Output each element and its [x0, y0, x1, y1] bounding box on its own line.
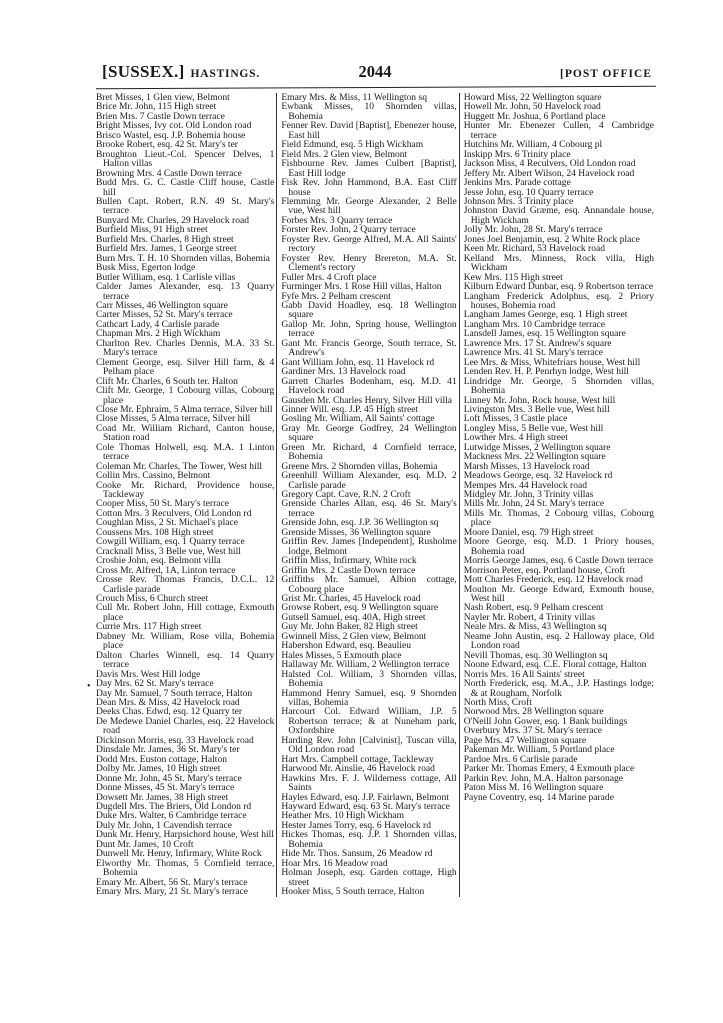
directory-columns: [87, 92, 654, 898]
directory-entry: Griffin Miss, Infirmary, White rock: [281, 555, 417, 567]
directory-entry: Furminger Mrs. 1 Rose Hill villas, Halton: [281, 281, 442, 293]
directory-entry: Brisco Wastel, esq. J.P. Bohemia house: [96, 129, 246, 141]
directory-entry: Growse Robert, esq. 9 Wellington square: [281, 602, 439, 614]
directory-entry: Collin Mrs. Cassino, Belmont: [96, 470, 211, 482]
directory-entry: Hayward Edward, esq. 63 St. Mary's terrace: [281, 800, 450, 812]
directory-entry: Hickes Thomas, esq. J.P. 1 Shornden villas, Bohemia: [281, 829, 457, 850]
directory-entry: Kew Mrs. 115 High street: [463, 271, 563, 283]
directory-entry: Greene Mrs. 2 Shornden villas, Bohemia: [281, 460, 438, 472]
directory-entry: Mott Charles Frederick, esq. 12 Havelock road: [463, 574, 643, 586]
directory-entry: Hales Misses, 5 Exmouth place: [281, 649, 402, 661]
directory-entry: Day Mr. Samuel, 7 South terrace, Halton: [96, 687, 253, 699]
directory-entry: Dean Mrs. & Miss, 42 Havelock road: [96, 697, 240, 708]
directory-entry: Foyster Rev. George Alfred, M.A. All Saints' rectory: [281, 233, 457, 255]
directory-entry: Moore Daniel, esq. 79 High street: [463, 526, 594, 538]
directory-entry: Forster Rev. John, 2 Quarry terrace: [281, 224, 416, 236]
directory-entry: Habershon Edward, esq. Beaulieu: [281, 640, 411, 652]
directory-entry: Burfield Miss, 91 High street: [96, 224, 208, 236]
directory-entry: Noone Edward, esq. C.E. Floral cottage, Halton: [463, 659, 647, 671]
column-1: [96, 93, 276, 897]
directory-entry: Meadows George, esq. 32 Havelock rd: [463, 470, 613, 482]
directory-entry: Grenside Charles Allan, esq. 46 St. Mary's terrace: [281, 498, 457, 519]
directory-entry: Greenhill William Alexander, esq. M.D. 2 Carlisle parade: [281, 470, 457, 491]
directory-entry: Broughton Lieut.-Col. Spencer Delves, 1 Halton villas: [96, 148, 275, 170]
directory-entry: Griffin Mrs. 2 Castle Down terrace: [281, 564, 416, 576]
directory-entry: Heather Mrs. 10 High Wickham: [281, 810, 405, 822]
directory-entry: Duke Mrs. Walter, 6 Cambridge terrace: [96, 810, 247, 822]
directory-entry: Gwinnell Miss, 2 Glen view, Belmont: [281, 630, 427, 642]
directory-entry: Brien Mrs. 7 Castle Down terrace: [96, 110, 225, 122]
directory-entry: Field Edmund, esq. 5 High Wickham: [281, 139, 424, 151]
directory-entry: Cross Mr. Alfred, 1A, Linton terrace: [96, 564, 236, 576]
directory-entry: Pakeman Mr. William, 5 Portland place: [463, 744, 615, 756]
directory-entry: Green Mr. Richard, 4 Cornfield terrace, Bohemia: [281, 441, 457, 463]
directory-entry: Gallop Mr. John, Spring house, Wellington terrace: [281, 318, 457, 340]
directory-entry: Longley Miss, 5 Belle vue, West hill: [463, 422, 604, 434]
directory-entry: Close Mr. Ephraim, 5 Alma terrace, Silver hill: [96, 403, 273, 415]
directory-entry: Cooper Miss, 50 St. Mary's terrace: [96, 498, 229, 510]
directory-entry: Harwood Mr. Ainslie, 46 Havelock road: [281, 763, 435, 775]
directory-entry: Dunwell Mr. Henry, Infirmary, White Rock: [96, 848, 262, 860]
directory-entry: Emary Mr. Albert, 56 St. Mary's terrace: [96, 876, 248, 888]
directory-entry: Butler William, esq. 1 Carlisle villas: [96, 271, 236, 283]
directory-entry: Gant Mr. Francis George, South terrace, St. Andrew's: [281, 337, 457, 359]
directory-entry: Nash Robert, esq. 9 Pelham crescent: [463, 602, 604, 614]
directory-entry: Dinsdale Mr. James, 36 St. Mary's ter: [96, 744, 240, 756]
directory-entry: Moulton Mr. George Edward, Exmouth house, West hill: [463, 583, 654, 605]
directory-entry: Coleman Mr. Charles, The Tower, West hill: [96, 460, 263, 472]
directory-entry: Burfield Mrs. James, 1 George street: [96, 243, 237, 255]
directory-entry: Fyfe Mrs. 2 Pelham crescent: [281, 290, 391, 302]
directory-entry: Griffiths Mr. Samuel, Albion cottage, Cobourg place: [281, 574, 457, 595]
publication-label: [POST OFFICE: [560, 68, 652, 80]
directory-entry: Day Mrs. 62 St. Mary's terrace: [96, 678, 214, 690]
directory-entry: Jolly Mr. John, 28 St. Mary's terrace: [463, 224, 603, 236]
directory-entry: Hooker Miss, 5 South terrace, Halton: [281, 886, 425, 898]
page-number: 2044: [358, 62, 392, 81]
directory-entry: Dunt Mr. James, 10 Croft: [96, 838, 194, 850]
directory-entry: Jones Joel Benjamin, esq. 2 White Rock place: [463, 233, 640, 245]
directory-entry: Gausden Mr. Charles Henry, Silver Hill villa: [281, 394, 453, 406]
directory-entry: Coughlan Miss, 2 St. Michael's place: [96, 517, 238, 529]
directory-entry: Keen Mr. Richard, 53 Havelock road: [463, 243, 606, 255]
directory-entry: Hester James Torry, esq. 6 Havelock rd: [281, 819, 431, 831]
directory-entry: Hart Mrs. Campbell cottage, Tackleway: [281, 753, 434, 765]
directory-entry: Bret Misses, 1 Glen view, Belmont: [96, 92, 230, 103]
directory-entry: Linney Mr. John, Rock house, West hill: [463, 394, 616, 406]
directory-entry: Hunter Mr. Ebenezer Cullen, 4 Cambridge terrace: [463, 120, 654, 141]
directory-entry: Field Mrs. 2 Glen view, Belmont: [281, 148, 408, 160]
directory-entry: Loft Misses, 3 Castle place: [463, 413, 568, 425]
directory-entry: Dunk Mr. Henry, Harpsichord house, West hill: [96, 829, 274, 841]
directory-entry: Chapman Mrs. 2 High Wickham: [96, 328, 221, 340]
directory-entry: Cooke Mr. Richard, Providence house, Tackleway: [96, 479, 275, 501]
directory-entry: Lowther Mrs. 4 High street: [463, 432, 568, 444]
directory-entry: Page Mrs. 47 Wellington square: [463, 734, 587, 746]
directory-entry: Mills Mr. Thomas, 2 Cobourg villas, Cobourg place: [463, 507, 654, 529]
directory-entry: Browning Mrs. 4 Castle Down terrace: [96, 167, 242, 179]
directory-entry: Brooke Robert, esq. 42 St. Mary's ter: [96, 139, 238, 151]
directory-entry: Bullen Capt. Robert, R.N. 49 St. Mary's terrace: [96, 195, 275, 217]
directory-entry: North Miss, Croft: [463, 697, 532, 708]
directory-entry: Lansdell James, esq. 15 Wellington square: [463, 328, 626, 340]
directory-entry: Currie Mrs. 117 High street: [96, 621, 202, 633]
directory-entry: Paton Miss M. 16 Wellington square: [463, 782, 604, 794]
directory-entry: Halsted Col. William, 3 Shornden villas, Bohemia: [281, 668, 457, 690]
directory-entry: Ewbank Misses, 10 Shornden villas, Bohemia: [281, 101, 457, 122]
directory-entry: Elworthy Mr. Thomas, 5 Cornfield terrace, Bohemia: [96, 857, 275, 879]
directory-entry: Parker Mr. Thomas Emery, 4 Exmouth place: [463, 763, 635, 775]
directory-entry: Neame John Austin, esq. 2 Halloway place, Old London road: [463, 630, 654, 652]
directory-entry: Jesse John, esq. 10 Quarry terrace: [463, 186, 594, 198]
directory-entry: Gant William John, esq. 11 Havelock rd: [281, 356, 435, 368]
directory-entry: Jackson Miss, 4 Reculvers, Old London road: [463, 158, 636, 170]
directory-entry: Crosse Rev. Thomas Francis, D.C.L. 12 Carlisle parade: [96, 574, 275, 595]
directory-entry: Nayler Mr. Robert, 4 Trinity villas: [463, 611, 595, 623]
directory-entry: Cracknall Miss, 3 Belle vue, West hill: [96, 545, 241, 557]
directory-entry: Overbury Mrs. 37 St. Mary's terrace: [463, 725, 602, 737]
directory-entry: Busk Miss, Egerton lodge: [96, 262, 196, 274]
town-label: HASTINGS.: [190, 68, 261, 80]
directory-entry: Norwood Mrs. 28 Wellington square: [463, 706, 604, 718]
directory-entry: Morrison Peter, esq. Portland house, Croft: [463, 564, 626, 576]
directory-entry: Howard Miss, 22 Wellington square: [463, 92, 602, 103]
directory-entry: O'Neill John Gower, esq. 1 Bank buildings: [463, 715, 628, 727]
directory-entry: Hallaway Mr. William, 2 Wellington terrace: [281, 659, 450, 671]
directory-entry: Ginner Will. esq. J.P. 45 High street: [281, 403, 419, 415]
directory-entry: Hide Mr. Thos. Sansum, 26 Meadow rd: [281, 848, 433, 860]
directory-entry: Harcourt Col. Edward William, J.P. 5 Robertson terrace; & at Nuneham park, Oxfordshire: [281, 706, 457, 737]
directory-entry: Dodd Mrs. Euston cottage, Halton: [96, 753, 227, 765]
directory-entry: Forbes Mrs. 3 Quarry terrace: [281, 214, 393, 226]
directory-entry: Clift Mr. Charles, 6 South ter. Halton: [96, 375, 238, 387]
directory-entry: Dowsett Mr. James, 38 High street: [96, 791, 229, 803]
directory-entry: Lutwidge Misses, 2 Wellington square: [463, 441, 611, 453]
directory-entry: Bright Misses, Ivy cot. Old London road: [96, 120, 252, 132]
directory-entry: Mempes Mrs. 44 Havelock road: [463, 479, 587, 491]
directory-entry: Fuller Mrs. 4 Croft place: [281, 271, 377, 283]
directory-entry: Langham James George, esq. 1 High street: [463, 309, 628, 321]
directory-entry: Emary Mrs. Mary, 21 St. Mary's terrace: [96, 886, 248, 898]
directory-entry: Gray Mr. George Godfrey, 24 Wellington square: [281, 422, 457, 444]
directory-entry: Langham Frederick Adolphus, esq. 2 Priory houses, Bohemia road: [463, 290, 654, 311]
directory-entry: Gutsell Samuel, esq. 40A, High street: [281, 611, 426, 623]
directory-entry: Davis Mrs. West Hill lodge: [96, 668, 201, 680]
directory-entry: Coussens Mrs. 108 High street: [96, 526, 214, 538]
directory-entry: Cotton Mrs. 3 Reculvers, Old London rd: [96, 507, 252, 519]
directory-entry: Hawkins Mrs. F. J. Wilderness cottage, All Saints: [281, 772, 457, 794]
directory-entry: Huggett Mr. Joshua, 6 Portland place: [463, 110, 606, 122]
directory-entry: Close Misses, 5 Alma terrace, Silver hill: [96, 413, 251, 425]
directory-entry: Howell Mr. John, 50 Havelock road: [463, 101, 601, 113]
directory-entry: Fisk Rev. John Hammond, B.A. East Cliff house: [281, 177, 457, 198]
directory-entry: Midgley Mr. John, 3 Trinity villas: [463, 489, 594, 501]
directory-entry: Kilburn Edward Dunbar, esq. 9 Robertson terrace: [463, 281, 654, 293]
directory-entry: Burfield Mrs. Charles, 8 High street: [96, 233, 234, 245]
directory-entry: Dabney Mr. William, Rose villa, Bohemia place: [96, 630, 275, 652]
directory-entry: Jeffery Mr. Albert Wilson, 24 Havelock road: [463, 167, 635, 179]
directory-entry: De Medewe Daniel Charles, esq. 22 Havelock road: [96, 715, 275, 737]
directory-entry: Budd Mrs. G. C. Castle Cliff house, Castle hill: [96, 177, 275, 198]
directory-entry: Langham Mrs. 10 Cambridge terrace: [463, 318, 605, 330]
directory-entry: Cowgill William, esq. 1 Quarry terrace: [96, 536, 245, 548]
running-head-right: [560, 62, 652, 82]
directory-entry: Gosling Mr. William, All Saints' cottage: [281, 413, 435, 425]
directory-entry: Parkin Rev. John, M.A. Halton parsonage: [463, 772, 623, 784]
directory-entry: Fenner Rev. David [Baptist], Ebenezer house, East hill: [281, 120, 457, 141]
directory-entry: Mills Mr. John, 24 St. Mary's terrace: [463, 498, 605, 510]
directory-entry: Coad Mr. William Richard, Canton house, Station road: [96, 422, 275, 444]
directory-entry: Lawrence Mrs. 17 St. Andrew's square: [463, 337, 612, 349]
directory-entry: Charlton Rev. Charles Dennis, M.A. 33 St. Mary's terrace: [96, 337, 275, 359]
directory-entry: Dalton Charles Winnell, esq. 14 Quarry terrace: [96, 649, 275, 671]
directory-entry: Hayles Edward, esq. J.P. Fairlawn, Belmont: [281, 791, 449, 803]
directory-entry: Hammond Henry Samuel, esq. 9 Shornden villas, Bohemia: [281, 687, 457, 708]
county-label: [SUSSEX.]: [102, 62, 185, 81]
directory-entry: Fishbourne Rev. James Culbert [Baptist], East Hill lodge: [281, 158, 457, 179]
directory-entry: Pardoe Mrs. 6 Carlisle parade: [463, 753, 578, 765]
directory-entry: Cole Thomas Holwell, esq. M.A. 1 Linton terrace: [96, 441, 275, 463]
directory-entry: Hoar Mrs. 16 Meadow road: [281, 857, 388, 869]
column-3: [459, 93, 654, 897]
directory-entry: Emary Mrs. & Miss, 11 Wellington sq: [281, 92, 427, 103]
directory-entry: Lenden Rev. H. P. Penrhyn lodge, West hill: [463, 366, 629, 378]
directory-entry: Holman Joseph, esq. Garden cottage, High street: [281, 867, 457, 888]
directory-entry: Carter Misses, 52 St. Mary's terrace: [96, 309, 233, 321]
directory-entry: Dugdell Mrs. The Briers, Old London rd: [96, 800, 252, 812]
directory-entry: Guy Mr. John Baker, 82 High street: [281, 621, 418, 633]
directory-entry: Crosbie John, esq. Belmont villa: [96, 555, 221, 567]
directory-entry: Cull Mr. Robert John, Hill cottage, Exmouth place: [96, 602, 275, 623]
directory-entry: Johnston David Græme, esq. Annandale house, High Wickham: [463, 205, 654, 226]
directory-entry: Carr Misses, 46 Wellington square: [96, 299, 228, 311]
directory-entry: Marsh Misses, 13 Havelock road: [463, 460, 590, 472]
directory-entry: Lawrence Mrs. 41 St. Mary's terrace: [463, 347, 604, 359]
directory-entry: Griffin Rev. James [Independent], Rusholme lodge, Belmont: [281, 536, 457, 557]
directory-entry: Deeks Chas. Edwd, esq. 12 Quarry ter: [96, 706, 243, 718]
directory-entry: Gregory Capt. Cave, R.N. 2 Croft: [281, 489, 411, 501]
directory-entry: Garrett Charles Bodenham, esq. M.D. 41 Havelock road: [281, 375, 457, 397]
directory-entry: Hutchins Mr. William, 4 Cobourg pl: [463, 139, 603, 151]
directory-entry: Clift Mr. George, 1 Cobourg villas, Cobourg place: [96, 385, 275, 406]
directory-entry: Moore George, esq. M.D. 1 Priory houses, Bohemia road: [463, 536, 654, 557]
directory-entry: Bunyard Mr. Charles, 29 Havelock road: [96, 214, 249, 226]
directory-entry: Jenkins Mrs. Parade cottage: [463, 177, 571, 189]
directory-entry: Grist Mr. Charles, 45 Havelock road: [281, 593, 421, 605]
directory-entry: Cathcart Lady, 4 Carlisle parade: [96, 318, 220, 330]
directory-entry: Grenside John, esq. J.P. 36 Wellington sq: [281, 517, 439, 529]
directory-entry: Norris Mrs. 16 All Saints' street: [463, 668, 585, 680]
directory-entry: Clement George, esq. Silver Hill farm, & 4 Pelham place: [96, 356, 275, 378]
directory-entry: Donne Misses, 45 St. Mary's terrace: [96, 782, 235, 794]
directory-entry: North Frederick, esq. M.A., J.P. Hastings lodge; & at Rougham, Norfolk: [463, 678, 654, 699]
directory-entry: Inskipp Mrs. 6 Trinity place: [463, 148, 571, 160]
header-rule: [96, 86, 656, 91]
directory-entry: Harding Rev. John [Calvinist], Tuscan villa, Old London road: [281, 734, 457, 756]
directory-entry: Crouch Miss, 6 Church street: [96, 593, 209, 605]
directory-entry: Dickinson Morris, esq. 33 Havelock road: [96, 734, 254, 746]
margin-marker: •: [87, 681, 91, 692]
column-2: [276, 93, 458, 897]
directory-entry: Morris George James, esq. 6 Castle Down terrace: [463, 555, 654, 567]
directory-entry: Duly Mr. John, 1 Cavendish terrace: [96, 819, 233, 831]
directory-entry: Payne Coventry, esq. 14 Marine parade: [463, 791, 614, 803]
directory-entry: Flemming Mr. George Alexander, 2 Belle vue, West hill: [281, 195, 457, 217]
directory-entry: Johnson Mrs. 3 Trinity place: [463, 195, 574, 207]
directory-entry: Neale Mrs. & Miss, 43 Wellington sq: [463, 621, 607, 633]
directory-entry: Brice Mr. John, 115 High street: [96, 101, 217, 113]
directory-entry: Dolby Mr. James, 10 High street: [96, 763, 221, 775]
page-header: [96, 62, 654, 84]
directory-entry: Lindridge Mr. George, 5 Shornden villas, Bohemia: [463, 375, 654, 397]
directory-entry: Gabb David Hoadley, esq. 18 Wellington square: [281, 299, 457, 321]
directory-entry: Burn Mrs. T. H. 10 Shornden villas, Bohemia: [96, 252, 270, 264]
directory-entry: Foyster Rev. Henry Brereton, M.A. St. Clement's rectory: [281, 252, 457, 274]
directory-page: [87, 62, 654, 898]
directory-entry: Mackness Mrs. 22 Wellington square: [463, 451, 606, 463]
directory-entry: Livingston Mrs. 3 Belle vue, West hill: [463, 403, 610, 415]
directory-entry: Nevill Thomas, esq. 30 Wellington sq: [463, 649, 608, 661]
directory-entry: Donne Mr. John, 45 St. Mary's terrace: [96, 772, 242, 784]
directory-entry: Grenside Misses, 36 Wellington square: [281, 526, 431, 538]
directory-entry: Kelland Mrs. Minness, Rock villa, High Wickham: [463, 252, 654, 274]
directory-entry: Lee Mrs. & Miss, Whitefriars house, West hill: [463, 356, 641, 368]
directory-entry: Calder James Alexander, esq. 13 Quarry terrace: [96, 281, 275, 302]
directory-entry: Gardiner Mrs. 13 Havelock road: [281, 366, 406, 378]
